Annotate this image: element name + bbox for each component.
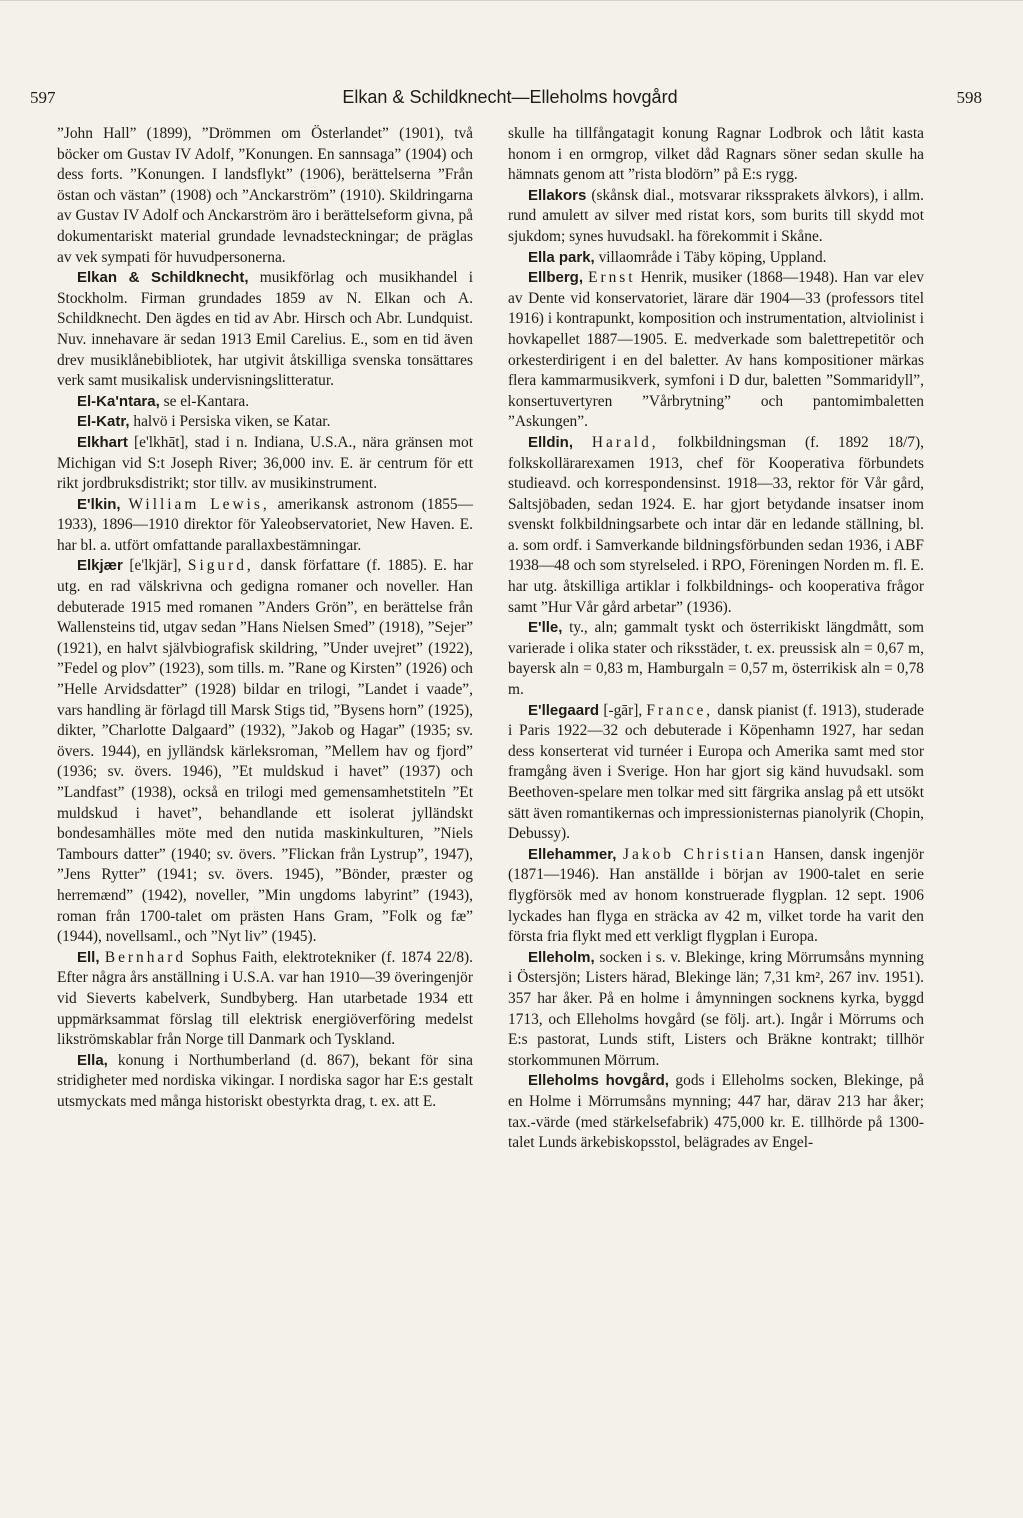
entry-text: amerikansk astronom (1855—1933), 1896—1910 direktor för Yaleobservatoriet, New Haven. E. har bl. a. utfört omfattande parallaxbestämningar. [57, 495, 473, 554]
entry [508, 1071, 924, 1153]
entry [57, 556, 473, 947]
entry [508, 433, 924, 618]
entry [508, 948, 924, 1072]
entry-spaced-name: Jakob Christian [623, 845, 767, 863]
entry [57, 433, 473, 495]
entry-text: Hansen, dansk ingenjör (1871—1946). Han anställde i början av 1900-talet en serie flygförsök med av honom konstruerade flygplan. 12 sept. 1906 lyckades han flyga en sträcka av 42 m, vilket torde ha varit den första fria flykt med ett verkligt flygplan i Europa. [508, 845, 924, 946]
entry-text: dansk författare (f. 1885). E. har utg. en rad välskrivna och gedigna romaner och noveller. Han debuterade 1915 med romanen ”Anders Grön”, en berättelse från Wallensteins tid, utgav sedan ”Hans Nielsen Smed” (1918), ”Sejer” (1921), en halvt självbiografisk skildring, ”Under uvejret” (1922), ”Fedel og plov” (1923), som tills. m. ”Rane og Kirsten” (1926) och ”Helle Arvidsdatter” (1928) bildar en trilogi, ”Landet i vaade”, vars handling är förlagd till Marsk Stigs tid, ”Bysens horn” (1925), dikter, ”Charlotte Dalgaard” (1932), ”Jakob og Hagar” (1935; sv. övers. 1944), en jylländsk kärleksroman, ”Mellem hav og fjord” (1936; sv. övers. 1946), ”Et muldskud i havet” (1937) och ”Landfast” (1938), också en trilogi med gemensamhetstiteln ”Et muldskud i havet”, behandlande ett isolerat jylländskt bondesamhälles möte med den nutida maskinkulturen, ”Niels Tambours datter” (1940; sv. övers. ”Flickan från Lystrup”, 1947), ”Jens Rytter” (1941; sv. övers. 1945), ”Bönder, præster og herremænd” (1942), noveller, ”Min ungdoms labyrint” (1943), roman från 1700-talet om prästen Hans Gram, ”Folk og fæ” (1944), novellsaml., och ”Nyt liv” (1945). [57, 557, 474, 946]
entry-spaced-name: William Lewis, [128, 495, 270, 513]
entry [508, 618, 924, 700]
entry [57, 268, 473, 392]
entry-spaced-name: Ernst [588, 269, 636, 287]
entry-pronunciation: [e'lkjär], [129, 557, 182, 575]
entry-spaced-name: Sigurd, [187, 557, 254, 575]
entry-text: folkbildningsman (f. 1892 18/7), folkskollärarexamen 1913, chef för Kooperativa förbundets studieavd. och korrespondensinst. 1918—33, rektor för Vår gård, Saltsjöbaden, sedan 1924. E. har gjort betydande insatser inom svenskt folkbildningsarbete och intar där en ledande ställning, bl. a. som ordf. i Samverkande bildningsförbunden sedan 1936, i ABF 1938—48 och som styrelseled. i RPO, Föreningen Norden m. fl. E. har utg. åtskilliga artiklar i folkbildnings- och kooperativa frågor samt ”Hur Vår gård arbetar” (1936). [508, 433, 924, 616]
entry-headword: Elkhart [77, 433, 128, 451]
entry [57, 124, 473, 268]
right-column [508, 124, 924, 1154]
entry-headword: Elleholms hovgård, [528, 1072, 669, 1090]
entry-spaced-name: Harald, [591, 433, 659, 451]
entry [508, 845, 924, 948]
entry-headword: Ell, [77, 948, 100, 966]
entry-text: dansk pianist (f. 1913), studerade i Paris 1922—32 och debuterade i Köpenhamn 1927, har sedan dess konserterat vid turnéer i Europa och Amerika samt med stor framgång även i Sverige. Hon har gjort sig känd huvudsakl. som Beethoven-spelare men tolkar med sitt färgrika anslag på ett utsökt sätt även romantikernas och impressionisternas pianolyrik (Chopin, Debussy). [508, 701, 924, 843]
entry [508, 268, 924, 433]
entry [57, 1051, 473, 1113]
entry-text: halvö i Persiska viken, se Katar. [133, 413, 331, 431]
entry [508, 248, 924, 269]
entry-text: konung i Northumberland (d. 867), bekant för sina stridigheter med nordiska vikingar. I nordiska sagor har E:s gestalt utsmyckats med många historiskt obestyrkta drag, t. ex. att E. [57, 1051, 473, 1110]
entry-text: villaområde i Täby köping, Uppland. [598, 248, 827, 266]
entry-headword: Elkjær [77, 557, 123, 575]
entry-text: ty., aln; gammalt tyskt och österrikiskt längdmått, som varierade i olika stater och riksstäder, t. ex. preussisk aln = 0,67 m, bayersk aln = 0,83 m, Hamburgaln = 0,57 m, österrikisk aln = 0,78 m. [508, 619, 924, 699]
entry-headword: Elkan & Schildknecht, [77, 269, 249, 287]
entry-headword: E'lle, [528, 619, 563, 637]
entry-text: musikförlag och musikhandel i Stockholm. Firman grundades 1859 av N. Elkan och A. Schildknecht. Den ägdes en tid av Abr. Hirsch och Abr. Lundquist. Nuv. innehavare är sedan 1913 Emil Carelius. E., som en tid även drev musiklånebibliotek, har utgivit åtskilliga svenska tonsättares verk samt musikalisk undervisningslitteratur. [57, 269, 473, 390]
entry-text: socken i s. v. Blekinge, kring Mörrumsåns mynning i Östersjön; Listers härad, Blekinge län; 7,31 km², 267 inv. 1951). 357 har åker. På en holme i åmynningen socknens kyrka, byggd 1713, och Elleholms hovgård (se följ. art.). Ingår i Mörrums och E:s pastorat, Lunds stift, Listers och Bräkne kontrakt; tillhör storkommunen Mörrum. [508, 948, 924, 1069]
entry [508, 186, 924, 248]
entry-headword: Ellberg, [528, 269, 584, 287]
top-edge-rule [0, 0, 1023, 1]
entry-spaced-name: France, [646, 701, 714, 719]
left-column [57, 124, 473, 1113]
entry-text: Henrik, musiker (1868—1948). Han var elev av Dente vid konservatoriet, lärare där 1904—33 (professors titel 1916) i kontrapunkt, komposition och instrumentation, altviolinist i hovkapellet 1887—1905. E. medverkade som balettrepetitör och orkesterdirigent i en del baletter. Av hans kompositioner märkas flera kammarmusikverk, symfoni i D dur, baletten ”Sommaridyll”, konsertuvertyren ”Vårbrytning” och pantomimbaletten ”Askungen”. [508, 269, 924, 431]
entry-pronunciation: [-gār], [603, 701, 643, 719]
entry-headword: Ella, [77, 1051, 108, 1069]
page-number-left: 597 [30, 88, 56, 107]
entry-headword: E'llegaard [528, 701, 600, 719]
page-header [30, 88, 990, 116]
entry-text: gods i Elleholms socken, Blekinge, på en Holme i Mörrumsåns mynning; 447 har, därav 213 har åker; tax.-värde (med stärkelsefabrik) 475,000 kr. E. tillhörde på 1300-talet Lunds ärkebiskopsstol, belägrades av Engel- [508, 1072, 924, 1152]
entry-text: Sophus Faith, elektrotekniker (f. 1874 22/8). Efter några års anställning i U.S.A. var han 1910—39 överingenjör vid Sieverts kabelverk, Sundbyberg. Han utarbetade 1934 ett uppmärksammat förslag till elektrisk energiöverföring medelst likströmskablar från Norge till Danmark och Tyskland. [57, 948, 473, 1049]
entry-text: [e'lkhāt], stad i n. Indiana, U.S.A., nära gränsen mot Michigan vid S:t Joseph River; 36,000 inv. E. är centrum för ett rikt jordbruksdistrikt; stor tillv. av musikinstrument. [57, 433, 473, 493]
entry-spaced-name: Bernhard [104, 948, 187, 966]
entry-headword: El-Ka'ntara, [77, 392, 160, 410]
entry [57, 412, 473, 433]
entry [508, 701, 924, 845]
entry-text: (skånsk dial., motsvarar rikssprakets älvkors), i allm. rund amulett av silver med ristat kors, som burits till skydd mot sjukdom; synes huvudsakl. ha förekommit i Skåne. [508, 186, 924, 245]
entry-headword: Elleholm, [528, 948, 595, 966]
entry-headword: Ellakors [528, 186, 587, 204]
entry-headword: Elldin, [528, 433, 573, 451]
entry-headword: E'lkin, [77, 495, 121, 513]
entry [57, 948, 473, 1051]
entry-headword: Ellehammer, [528, 845, 617, 863]
entry-headword: El-Katr, [77, 413, 130, 431]
entry-text: se el-Kantara. [163, 392, 250, 410]
entry-text: skulle ha tillfångatagit konung Ragnar Lodbrok och låtit kasta honom i en ormgrop, vilket dåd Ragnars söner sedan skulle ha hämnats genom att ”rista blodörn” på E:s rygg. [508, 125, 924, 184]
running-title: Elkan & Schildknecht—Elleholms hovgård [342, 87, 678, 107]
page-number-right: 598 [956, 88, 982, 107]
entry-text: ”John Hall” (1899), ”Drömmen om Österlandet” (1901), två böcker om Gustav IV Adolf, ”Konungen. En sannsaga” (1904) och dess forts. ”Konungen. I landsflykt” (1906), berättelserna ”Från östan och västan” (1908) och ”Anckarström” (1910). Skildringarna av Gustav IV Adolf och Anckarström äro i berättelseform givna, på dokumentariskt material grundade levnadsteckningar; de präglas av vek sympati för huvudpersonerna. [57, 125, 473, 266]
entry-headword: Ella park, [528, 248, 595, 266]
entry [508, 124, 924, 186]
entry [57, 392, 473, 413]
entry [57, 495, 473, 557]
